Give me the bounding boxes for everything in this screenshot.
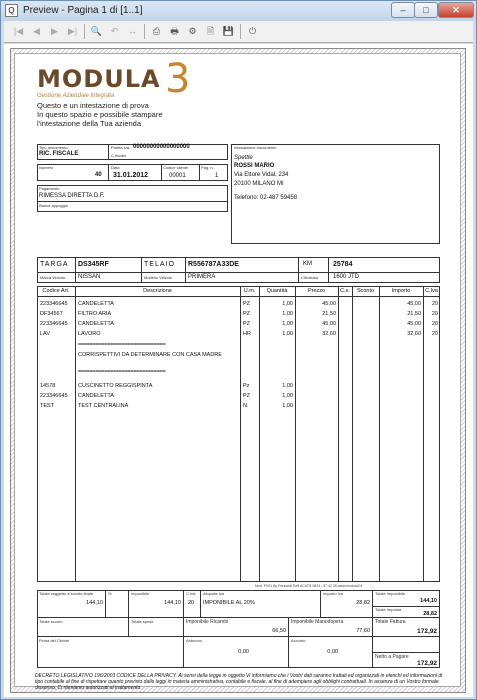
doc-number: 40 (95, 172, 102, 178)
header-line-2: In questo spazio e possibile stampare (37, 110, 163, 119)
row-description: TEST CENTRALINA (78, 403, 129, 409)
row-code: TEST (40, 403, 55, 409)
document-page (14, 53, 461, 691)
title-bar[interactable] (1, 1, 476, 21)
km-value: 25784 (333, 261, 353, 268)
row-quantity: 1,00 (282, 383, 293, 389)
printer-icon[interactable]: 🖶 (170, 26, 179, 36)
row-vat: 20 (431, 301, 438, 307)
fit-page-icon[interactable]: ↶ (110, 26, 119, 36)
vat-label: Partita Iva (111, 145, 130, 150)
row-description: ============================== (78, 342, 166, 348)
row-price: 45,00 (322, 321, 336, 327)
prev-page-icon[interactable]: ◀ (33, 26, 40, 36)
taxable-label: Imponibile (131, 591, 150, 596)
recipient-salutation: Spettle (234, 155, 253, 161)
fit-width-icon[interactable]: ↔ (128, 26, 137, 36)
row-code: 14578 (40, 383, 56, 389)
client-code-label: Codice cliente (163, 165, 189, 170)
row-amount: 45,00 (407, 301, 421, 307)
first-page-icon[interactable]: |◀ (13, 26, 24, 36)
deposit: 0,00 (327, 649, 338, 655)
displacement-label: Cilindrata (301, 275, 318, 280)
preview-viewport[interactable] (4, 44, 473, 697)
allowance: 0,00 (238, 649, 249, 655)
logo-digit: 3 (165, 56, 191, 102)
subject-total: 144,10 (86, 600, 103, 606)
row-price: 45,00 (322, 301, 336, 307)
vat-number: 00000000000000000 (133, 144, 190, 150)
row-unit: HR (243, 331, 251, 337)
model-label: Modello Veicolo (144, 275, 173, 280)
row-vat: 20 (431, 321, 438, 327)
recipient-label: Intestazione documento (234, 145, 277, 150)
total-taxable: 144,10 (420, 598, 437, 604)
row-code: LAV (40, 331, 50, 337)
net-payable: 172,92 (417, 660, 437, 667)
vat-amount: 28,82 (356, 600, 370, 606)
row-vat: 20 (431, 311, 438, 317)
row-description: CANDELETTA (78, 301, 114, 307)
model-value: PRIMERA (188, 274, 216, 280)
row-price: 21,50 (322, 311, 336, 317)
total-tax-label: Totale Imposta (375, 607, 402, 612)
recipient-city: 20100 MILANO MI (234, 181, 284, 187)
brand-value: NISSAN (78, 274, 101, 280)
row-unit: PZ (243, 301, 251, 307)
row-description: CUSCINETTO REGGISPINTA (78, 383, 153, 389)
row-quantity: 1,00 (282, 393, 293, 399)
row-quantity: 1,00 (282, 321, 293, 327)
col-code: Codice Art. (42, 288, 70, 294)
row-unit: PZ (243, 393, 251, 399)
payment-method: RIMESSA DIRETTA D.F. (39, 193, 105, 199)
row-code: 223346645 (40, 321, 68, 327)
row-description: LAVORO (78, 331, 101, 337)
displacement-value: 1600 JTD (333, 274, 360, 280)
row-code: DF34567 (40, 311, 63, 317)
row-quantity: 1,00 (282, 301, 293, 307)
total-taxable-label: Totale Imponibile (375, 591, 406, 596)
page-number: 1 (215, 173, 219, 179)
vat-code: 20 (188, 600, 195, 606)
row-unit: PZ (243, 321, 251, 327)
last-page-icon[interactable]: ▶| (67, 26, 78, 36)
client-code: 00001 (169, 173, 186, 179)
chassis-number: R556787A33DE (188, 261, 239, 268)
col-unit: U.m. (243, 288, 256, 294)
page-label: Pag. n. (201, 165, 214, 170)
vat-rate-label: Aliquota Iva (203, 591, 224, 596)
col-discount: Sconto (356, 288, 375, 294)
row-code: 223346645 (40, 301, 68, 307)
col-amount: Importo (391, 288, 411, 294)
app-icon[interactable]: Q (5, 4, 18, 17)
zoom-icon[interactable]: 🔍 (90, 26, 103, 36)
window-title: Preview - Pagina 1 di [1..1] (23, 5, 143, 16)
row-quantity: 1,00 (282, 403, 293, 409)
software-note: Mod. FV01 By Personal Soft ACATS 0823 - 57 42 39 www.modula3.it (255, 584, 363, 588)
recipient-box (231, 144, 440, 244)
exit-icon[interactable]: ⏻ (248, 26, 257, 36)
vat-code-label: C.Iva (186, 591, 196, 596)
row-code: 223346645 (40, 393, 68, 399)
invoice-total: 172,92 (417, 628, 437, 635)
header-line-3: l'intestazione della Tua azienda (37, 119, 142, 128)
doc-type: RIC. FISCALE (39, 151, 79, 157)
chassis-label: TELAIO (144, 261, 175, 268)
cf-label: C.fiscale (111, 153, 127, 158)
allowance-label: Abbuono (186, 638, 203, 643)
subject-total-label: Totale soggetto a sconto finale (39, 591, 94, 596)
maximize-button[interactable]: □ (414, 2, 438, 18)
save-icon[interactable]: 💾 (222, 26, 235, 36)
deposit-label: Acconto (291, 638, 306, 643)
row-description: ============================== (78, 369, 166, 375)
toolbar-separator (84, 24, 85, 39)
toolbar-separator (144, 24, 145, 39)
doc-type-label: Tipo documento (39, 145, 68, 150)
doc-date: 31.01.2012 (113, 172, 149, 179)
row-description: CANDELETTA (78, 393, 114, 399)
close-button[interactable]: ✕ (438, 2, 474, 18)
row-amount: 32,60 (407, 331, 421, 337)
parts-taxable-label: Imponibile Ricambi (186, 619, 229, 625)
percent-label: % (108, 591, 112, 596)
print-icon[interactable]: ⎙ (152, 26, 161, 36)
row-amount: 21,50 (407, 311, 421, 317)
col-quantity: Quantità (266, 288, 288, 294)
labor-taxable: 77,60 (356, 628, 370, 634)
row-unit: Pz (243, 383, 250, 389)
vat-rate: IMPONIBILE AL 20% (203, 600, 255, 606)
total-tax: 28,82 (423, 611, 437, 617)
col-description: Descrizione (143, 288, 172, 294)
plate-label: TARGA (40, 261, 69, 268)
number-label: Numero (39, 165, 54, 170)
recipient-name: ROSSI MARIO (234, 163, 275, 169)
export-icon[interactable]: 🗎 (206, 26, 215, 36)
row-description: CORRISPETTIVI DA DETERMINARE CON CASA MADRE (78, 352, 222, 358)
row-amount: 45,00 (407, 321, 421, 327)
parts-taxable: 66,50 (272, 628, 286, 634)
toolbar-separator (240, 24, 241, 39)
next-page-icon[interactable]: ▶ (51, 26, 58, 36)
row-unit: PZ (243, 311, 251, 317)
row-description: CANDELETTA (78, 321, 114, 327)
row-quantity: 1,00 (282, 311, 293, 317)
col-price: Prezzo (307, 288, 326, 294)
row-description: FILTRO ARIA (78, 311, 112, 317)
setup-icon[interactable]: ⚙ (188, 26, 197, 36)
invoice-total-label: Totale Fattura (375, 619, 406, 625)
toolbar (4, 21, 473, 43)
logo-text: MODULA (37, 65, 161, 93)
expenses-total-label: Totale spese (131, 619, 154, 624)
col-vat: C.Iva (425, 288, 438, 294)
privacy-notice: DECRETO LEGISLATIVO 196/2003 CODICE DELLA PRIVACY. Ai sensi della legge in oggetto Vi informiamo che i Vostri dati saranno trattati ed organizzati in elenchi ed informazioni di tipo contabile al fine di rispettare quanto previsto dalle leggi in materia amministrativa, contabile e fiscale, al fine di adempiere agli obblighi contrattuali. In assenza di un Vostro formale dissenso, Ci riteniamo autorizzati al trattamento. (35, 673, 443, 691)
row-vat: 20 (431, 331, 438, 337)
vat-amount-label: Importo Iva (323, 591, 344, 596)
taxable-value: 144,10 (164, 600, 181, 606)
labor-taxable-label: Imponibile Manodopera (291, 619, 344, 625)
payment-label: Pagamento (39, 186, 60, 191)
recipient-street: Via Ettore Vidal. 234 (234, 172, 289, 178)
discount-total-label: Totale sconto (39, 619, 63, 624)
col-cs: C.s. (340, 288, 350, 294)
brand-label: Marca Veicolo (40, 275, 66, 280)
plate-number: DS345RF (78, 261, 109, 268)
recipient-phone: Telefono: 02-487 59458 (234, 195, 298, 201)
minimize-button[interactable]: – (391, 2, 415, 18)
header-line-1: Questo e un intestazione di prova (37, 101, 149, 110)
logo-tagline: Gestione Aziendale Integrata (37, 93, 115, 99)
row-unit: N. (243, 403, 249, 409)
signature-label: Firma del Cliente (39, 638, 70, 643)
row-quantity: 1,00 (282, 331, 293, 337)
km-label: KM (303, 261, 312, 267)
net-payable-label: Netto a Pagare (375, 654, 409, 660)
date-label: Data (111, 165, 120, 170)
bank-label: Banca appoggio (39, 203, 68, 208)
row-price: 32,60 (322, 331, 336, 337)
